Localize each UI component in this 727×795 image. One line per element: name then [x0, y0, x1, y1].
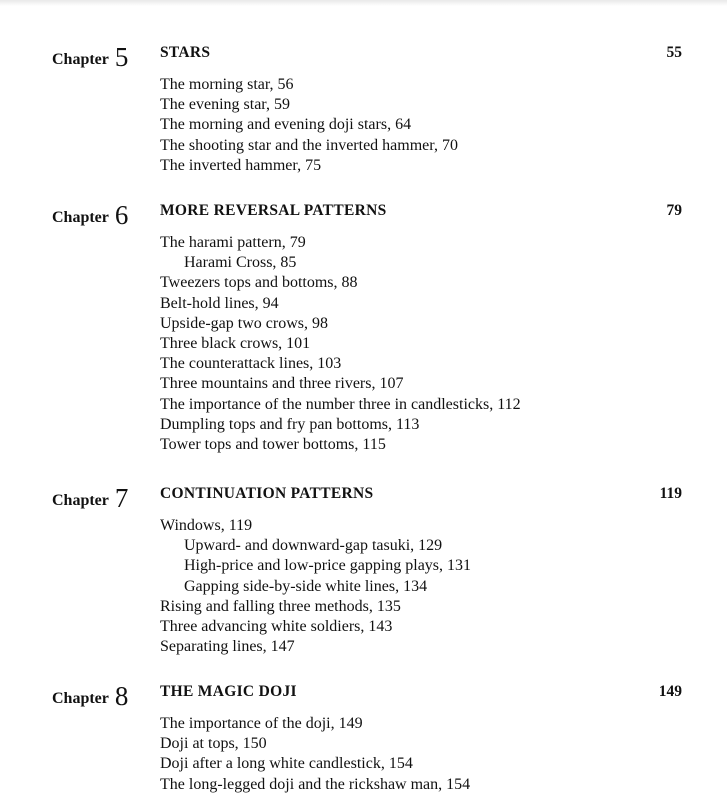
chapter-label: [52, 198, 128, 229]
toc-entry: Three advancing white soldiers, 143: [160, 617, 393, 635]
toc-entry: The evening star, 59: [160, 96, 290, 114]
toc-entry: Doji after a long white candlestick, 154: [160, 755, 413, 773]
toc-entry: The importance of the number three in candlesticks, 112: [160, 395, 521, 413]
chapter-word: Chapter: [52, 51, 109, 68]
chapter-word: Chapter: [52, 209, 109, 226]
toc-subentry: Harami Cross, 85: [184, 254, 297, 272]
chapter-page-number: 55: [666, 44, 682, 61]
toc-entry: Rising and falling three methods, 135: [160, 597, 401, 615]
toc-entry: The inverted hammer, 75: [160, 156, 322, 174]
toc-subentry: Gapping side-by-side white lines, 134: [184, 577, 428, 595]
chapter-number: 6: [114, 200, 129, 230]
chapter-label: [52, 481, 128, 512]
toc-entry: The harami pattern, 79: [160, 234, 306, 251]
toc-entry: Belt-hold lines, 94: [160, 294, 279, 312]
toc-entry: The morning and evening doji stars, 64: [160, 116, 412, 134]
page-top-shadow: [0, 0, 727, 6]
chapter-word: Chapter: [52, 690, 109, 707]
toc-entry: Upside-gap two crows, 98: [160, 314, 328, 332]
toc-entry: Tower tops and tower bottoms, 115: [160, 435, 386, 453]
chapter-title: THE MAGIC DOJI: [160, 683, 297, 700]
chapter-entries: [160, 75, 458, 176]
chapter-page-number: 119: [659, 485, 682, 502]
toc-subentry: Upward- and downward-gap tasuki, 129: [184, 537, 443, 555]
toc-entry: The shooting star and the inverted hammer, 70: [160, 136, 458, 154]
chapter-label: [52, 40, 128, 71]
toc-entry: Separating lines, 147: [160, 638, 295, 656]
toc-entry: The importance of the doji, 149: [160, 715, 363, 732]
toc-entry: Doji at tops, 150: [160, 735, 267, 753]
toc-entry: Tweezers tops and bottoms, 88: [160, 274, 358, 292]
toc-entry: Dumpling tops and fry pan bottoms, 113: [160, 415, 420, 433]
toc-entry: The counterattack lines, 103: [160, 355, 342, 373]
chapter-word: Chapter: [52, 492, 109, 509]
chapter-number: 7: [114, 483, 129, 513]
chapter-page-number: 149: [658, 683, 682, 700]
chapter-label: [52, 679, 128, 710]
toc-subentry: High-price and low-price gapping plays, 131: [184, 557, 472, 575]
chapter-title: STARS: [160, 44, 211, 61]
toc-entry: Windows, 119: [160, 517, 253, 534]
chapter-title: MORE REVERSAL PATTERNS: [160, 202, 387, 219]
chapter-entries: [160, 233, 521, 455]
toc-entry: Three mountains and three rivers, 107: [160, 375, 404, 393]
toc-entry: Three black crows, 101: [160, 334, 311, 352]
chapter-number: 8: [114, 681, 129, 711]
toc-entry: The long-legged doji and the rickshaw man, 154: [160, 775, 471, 793]
chapter-page-number: 79: [666, 202, 682, 219]
chapter-title: CONTINUATION PATTERNS: [160, 485, 374, 502]
chapter-entries: [160, 516, 471, 657]
chapter-number: 5: [114, 42, 129, 72]
toc-entry: The morning star, 56: [160, 76, 294, 93]
chapter-entries: [160, 714, 470, 795]
